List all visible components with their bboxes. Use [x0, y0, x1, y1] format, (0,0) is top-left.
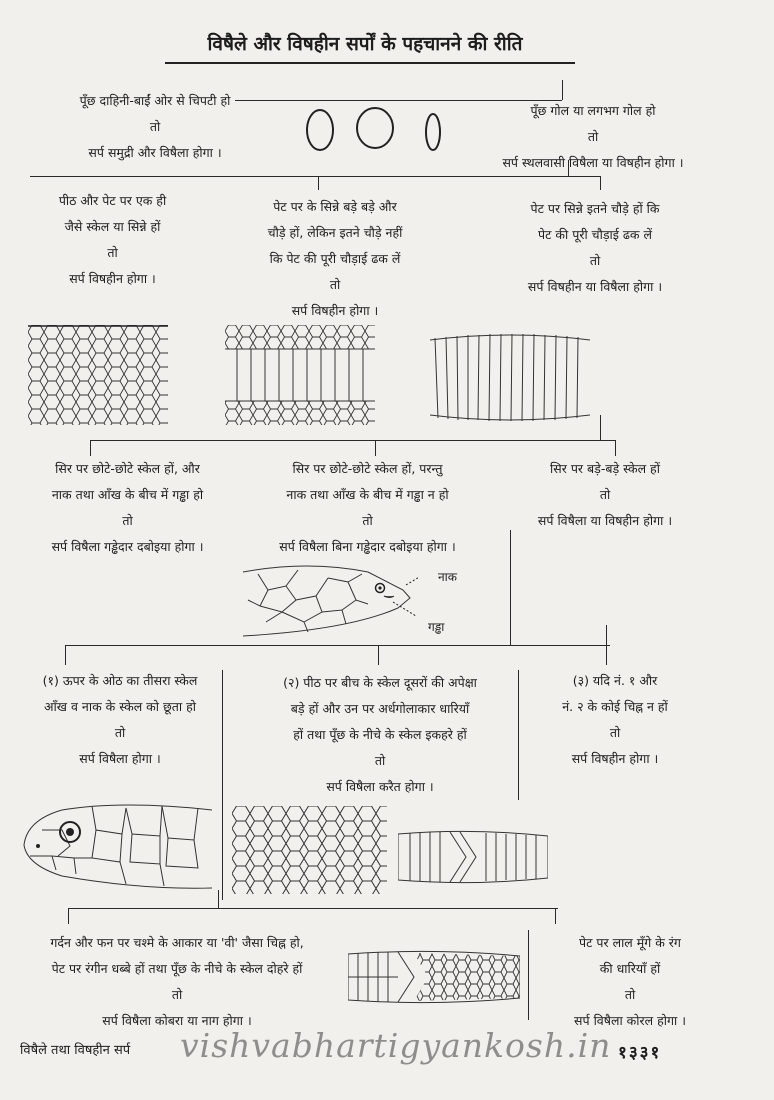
- connector-line: [375, 440, 376, 456]
- connector-line: [378, 645, 379, 665]
- krait-tail-scales-illustration: [398, 828, 548, 886]
- nose-label: नाक: [438, 570, 457, 584]
- rule-pitless-viper: सिर पर छोटे-छोटे स्केल हों, परन्तु नाक तथा आँख के बीच में गड्ढा न हो तो सर्प विषैला बिना गड्ढेदार दबोइया होगा ।: [279, 461, 456, 554]
- krait-back-scales-illustration: [232, 806, 387, 894]
- connector-line: [68, 908, 69, 924]
- connector-line: [555, 908, 556, 924]
- connector-line: [30, 176, 600, 177]
- connector-line: [90, 440, 91, 456]
- connector-line: [68, 908, 558, 909]
- rule-sea-snake: पूँछ दाहिनी-बाईं ओर से चिपटी हो तो सर्प समुद्री और विषैला होगा ।: [79, 93, 231, 160]
- connector-line: [90, 440, 615, 441]
- rule-pit-viper: सिर पर छोटे-छोटे स्केल हों, और नाक तथा आँख के बीच में गड्ढा हो तो सर्प विषैला गड्ढेदार दबोइया होगा ।: [51, 461, 204, 554]
- connector-line: [218, 890, 219, 908]
- rule-krait: (२) पीठ पर बीच के स्केल दूसरों की अपेक्षा बड़े हों और उन पर अर्धगोलाकार धारियाँ हों तथा पूँछ के नीचे के स्केल इकहरे हों तो सर्प विषैला करैत होगा ।: [283, 675, 477, 794]
- connector-line: [562, 80, 563, 100]
- connector-line: [568, 160, 569, 176]
- connector-line: [318, 176, 319, 190]
- rule-upper-lip-scale: (१) ऊपर के ओठ का तीसरा स्केल आँख व नाक के स्केल को छूता हो तो सर्प विषैला होगा ।: [42, 673, 198, 766]
- wide-belly-scales-illustration: [225, 325, 375, 425]
- connector-line: [600, 415, 601, 440]
- page-title: विषैले और विषहीन सर्पों के पहचानने की रीति: [207, 33, 523, 55]
- pit-label: गड्ढा: [428, 620, 445, 634]
- column-divider: [528, 930, 529, 1020]
- tail-section-icon: [307, 110, 333, 150]
- connector-line: [510, 530, 511, 645]
- cobra-tail-scales-illustration: [348, 948, 520, 1006]
- tail-cross-sections: [295, 100, 455, 160]
- rule-cobra: गर्दन और फन पर चश्मे के आकार या 'वी' जैसा चिह्न हो, पेट पर रंगीन धब्बे हों तथा पूँछ के नीचे के स्केल दोहरे हों तो सर्प विषैला कोबरा या नाग होगा ।: [50, 935, 304, 1028]
- viper-head-illustration: [238, 560, 418, 640]
- rule-land-snake: पूँछ गोल या लगभग गोल हो तो सर्प स्थलवासी विषैला या विषहीन होगा ।: [502, 103, 684, 170]
- rule-non-venomous: (३) यदि नं. १ और नं. २ के कोई चिह्न न हों तो सर्प विषहीन होगा ।: [562, 673, 668, 766]
- connector-line: [65, 645, 66, 665]
- connector-line: [65, 645, 610, 646]
- rule-coral-snake: पेट पर लाल मूँगे के रंग की धारियाँ हों तो सर्प विषैला कोरल होगा ।: [574, 935, 686, 1028]
- watermark: vishvabhartigyankosh.in: [180, 1026, 612, 1065]
- snake-head-lip-scale-illustration: [22, 800, 212, 895]
- uniform-scales-illustration: [28, 325, 168, 425]
- rule-similar-scales: पीठ और पेट पर एक ही जैसे स्केल या सिन्ने हों तो सर्प विषहीन होगा ।: [58, 193, 167, 286]
- rule-wide-belly-scales: पेट पर के सिन्ने बड़े बड़े और चौड़े हों, लेकिन इतने चौड़े नहीं कि पेट की पूरी चौड़ाई ढक लें तो सर्प विषहीन होगा ।: [267, 199, 403, 318]
- tail-section-icon: [357, 108, 393, 148]
- connector-line: [600, 176, 601, 190]
- rule-large-head-scales: सिर पर बड़े-बड़े स्केल हों तो सर्प विषैला या विषहीन होगा ।: [537, 461, 673, 528]
- footer-section-title: विषैले तथा विषहीन सर्प: [20, 1043, 131, 1058]
- rule-full-width-belly-scales: पेट पर सिन्ने इतने चौड़े हों कि पेट की पूरी चौड़ाई ढक लें तो सर्प विषहीन या विषैला होगा ।: [527, 201, 663, 294]
- tail-section-icon: [426, 114, 440, 150]
- connector-line: [615, 440, 616, 456]
- connector-line: [606, 625, 607, 665]
- page-number: १३३१: [618, 1043, 662, 1063]
- full-belly-scales-illustration: [430, 330, 590, 425]
- title-underline: [165, 62, 575, 64]
